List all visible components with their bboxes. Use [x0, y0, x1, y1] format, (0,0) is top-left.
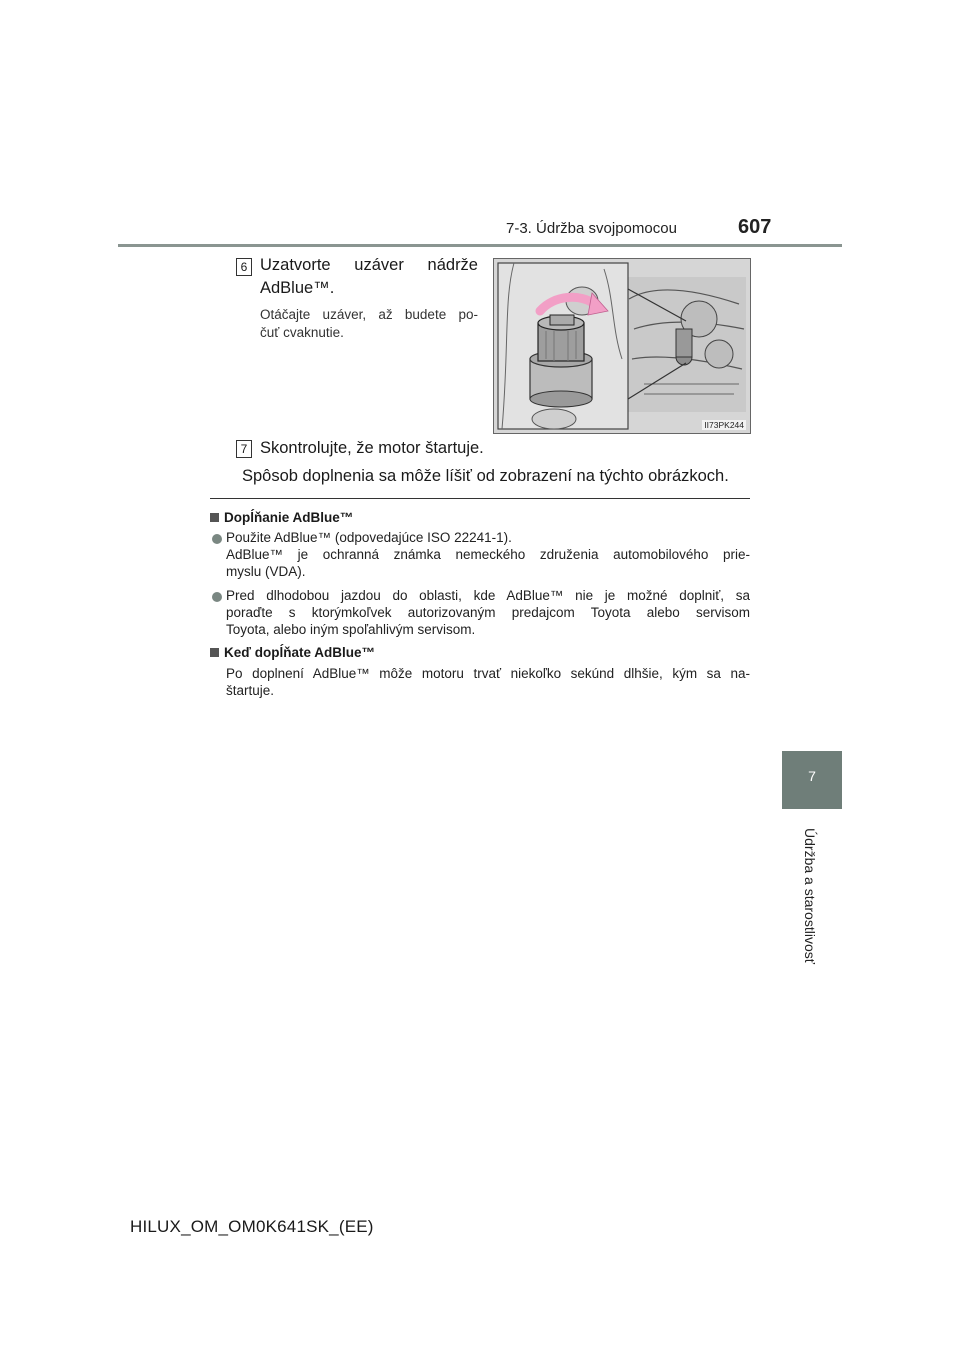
chapter-number: 7 — [808, 768, 816, 784]
bullet-item — [226, 529, 750, 580]
step-title-line: AdBlue™. — [260, 279, 335, 297]
section-heading — [210, 645, 375, 660]
figure-adblue-cap — [493, 258, 751, 434]
bullet-item — [226, 587, 750, 638]
step-note-line: čuť cvaknutie. — [260, 325, 344, 340]
bullet-line: myslu (VDA). — [226, 564, 306, 579]
bullet-line: Toyota, alebo iným spoľahlivým servisom. — [226, 622, 476, 637]
bullet-line: poraďte s ktorýmkoľvek autorizovaným predajcom Toyota alebo servisom — [226, 605, 750, 620]
step-number-badge: 7 — [236, 440, 252, 458]
illustration-caption: Spôsob doplnenia sa môže líšiť od zobrazení na týchto obrázkoch. — [242, 467, 729, 485]
section-divider — [210, 498, 750, 499]
section-paragraph — [226, 665, 750, 699]
section-heading-text: Keď dopĺňate AdBlue™ — [224, 645, 375, 660]
step-note-line: Otáčajte uzáver, až budete po- — [260, 307, 478, 322]
bullet-dot-icon — [212, 534, 222, 544]
document-code: HILUX_OM_OM0K641SK_(EE) — [130, 1217, 374, 1236]
bullet-line: Použite AdBlue™ (odpovedajúce ISO 22241-1). — [226, 530, 512, 545]
step-title-line: Uzatvorte uzáver nádrže — [260, 256, 478, 274]
step-number-badge: 6 — [236, 258, 252, 276]
section-heading-text: Dopĺňanie AdBlue™ — [224, 510, 354, 525]
section-title: 7-3. Údržba svojpomocou — [506, 220, 677, 237]
chapter-label: Údržba a starostlivosť — [802, 828, 818, 964]
paragraph-line: Po doplnení AdBlue™ môže motoru trvať niekoľko sekúnd dlhšie, kým sa na- — [226, 666, 750, 681]
square-bullet-icon — [210, 648, 219, 657]
engine-bay-illustration — [494, 259, 750, 433]
paragraph-line: štartuje. — [226, 683, 275, 698]
square-bullet-icon — [210, 513, 219, 522]
figure-code: II73PK244 — [704, 420, 744, 430]
bullet-line: Pred dlhodobou jazdou do oblasti, kde AdBlue™ nie je možné doplniť, sa — [226, 588, 750, 603]
bullet-dot-icon — [212, 592, 222, 602]
page-number: 607 — [738, 216, 772, 238]
header-divider — [118, 244, 842, 247]
bullet-line: AdBlue™ je ochranná známka nemeckého združenia automobilového prie- — [226, 547, 750, 562]
section-heading — [210, 510, 353, 525]
step-title: Skontrolujte, že motor štartuje. — [260, 439, 484, 457]
